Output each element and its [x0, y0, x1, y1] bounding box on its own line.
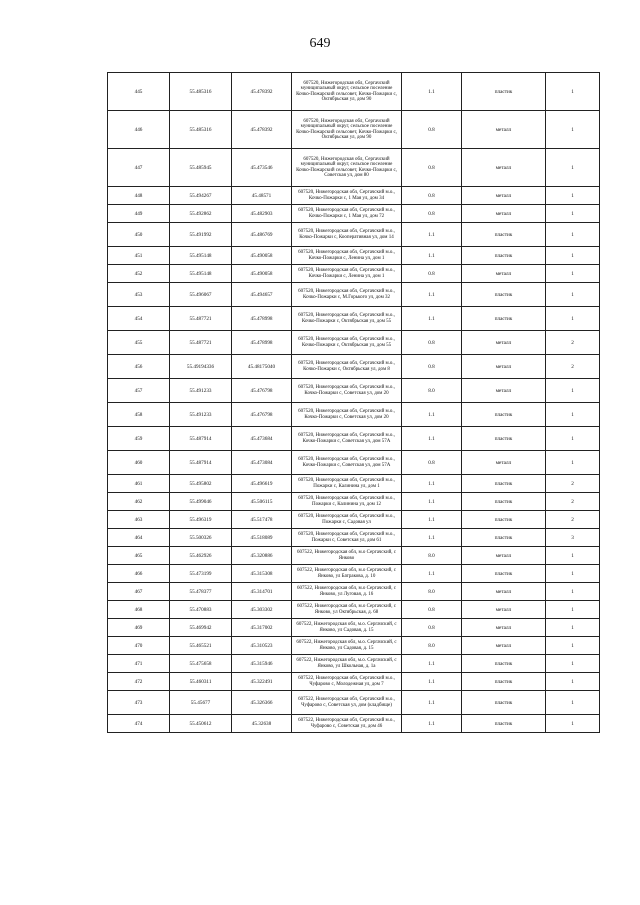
table-row	[108, 331, 600, 355]
address-cell: 607520, Нижегородская обл, Сергачский м.о., Пожарки с, Калинина ул, дом 1	[292, 475, 402, 493]
material-cell: пластик	[462, 511, 546, 529]
row-number: 449	[108, 205, 170, 223]
area-cell: 0.8	[402, 187, 462, 205]
latitude-cell: 55.485945	[170, 149, 232, 187]
table-row	[108, 619, 600, 637]
row-number: 474	[108, 715, 170, 733]
longitude-cell: 45.476798	[232, 379, 292, 403]
container-sites-table	[107, 72, 600, 733]
longitude-cell: 45.490058	[232, 247, 292, 265]
latitude-cell: 55.495148	[170, 265, 232, 283]
longitude-cell: 45.320886	[232, 547, 292, 565]
material-cell: пластик	[462, 565, 546, 583]
longitude-cell: 45.517478	[232, 511, 292, 529]
table-row	[108, 637, 600, 655]
table-row	[108, 655, 600, 673]
count-cell: 1	[546, 565, 600, 583]
material-cell: пластик	[462, 283, 546, 307]
count-cell: 1	[546, 223, 600, 247]
latitude-cell: 55.485316	[170, 111, 232, 149]
page-number: 649	[309, 36, 331, 51]
table-row	[108, 307, 600, 331]
count-cell: 1	[546, 187, 600, 205]
material-cell: металл	[462, 355, 546, 379]
latitude-cell: 55.475658	[170, 655, 232, 673]
material-cell: металл	[462, 619, 546, 637]
material-cell: металл	[462, 265, 546, 283]
row-number: 466	[108, 565, 170, 583]
longitude-cell: 45.473684	[232, 427, 292, 451]
table-row	[108, 355, 600, 379]
table-row	[108, 565, 600, 583]
row-number: 446	[108, 111, 170, 149]
table-row	[108, 111, 600, 149]
table-row	[108, 583, 600, 601]
longitude-cell: 45.473084	[232, 451, 292, 475]
address-cell: 607520, Нижегородская обл, Сергачский м.о., Кочко-Пожарки с, Октябрьская ул, дом 55	[292, 307, 402, 331]
longitude-cell: 45.518089	[232, 529, 292, 547]
area-cell: 8.0	[402, 637, 462, 655]
row-number: 464	[108, 529, 170, 547]
longitude-cell: 45.314701	[232, 583, 292, 601]
area-cell: 0.8	[402, 331, 462, 355]
latitude-cell: 55.491992	[170, 223, 232, 247]
count-cell: 1	[546, 619, 600, 637]
address-cell: 607520, Нижегородская обл, Сергачский м.о., Кочко-Пожарки с, Советская ул, дом 57А	[292, 451, 402, 475]
row-number: 445	[108, 73, 170, 111]
table-row	[108, 511, 600, 529]
area-cell: 0.8	[402, 149, 462, 187]
longitude-cell: 45.48571	[232, 187, 292, 205]
latitude-cell: 55.499046	[170, 493, 232, 511]
table-row	[108, 379, 600, 403]
address-cell: 607520, Нижегородская обл, Сергачский м.о., Кочко-Пожарки с, Октябрьская ул, дом 55	[292, 331, 402, 355]
material-cell: пластик	[462, 673, 546, 691]
row-number: 448	[108, 187, 170, 205]
count-cell: 1	[546, 265, 600, 283]
count-cell: 1	[546, 637, 600, 655]
longitude-cell: 45.303302	[232, 601, 292, 619]
area-cell: 1.1	[402, 493, 462, 511]
longitude-cell: 45.478392	[232, 73, 292, 111]
row-number: 460	[108, 451, 170, 475]
latitude-cell: 55.496319	[170, 511, 232, 529]
table-row	[108, 283, 600, 307]
longitude-cell: 45.315946	[232, 655, 292, 673]
latitude-cell: 55.491233	[170, 379, 232, 403]
count-cell: 1	[546, 205, 600, 223]
area-cell: 1.1	[402, 283, 462, 307]
longitude-cell: 45.478998	[232, 331, 292, 355]
material-cell: пластик	[462, 475, 546, 493]
row-number: 469	[108, 619, 170, 637]
count-cell: 2	[546, 493, 600, 511]
address-cell: 607522, Нижегородская обл, Сергачский м.о., Чуфарово с, Советская ул, дом (кладбище)	[292, 691, 402, 715]
longitude-cell: 45.506115	[232, 493, 292, 511]
count-cell: 2	[546, 475, 600, 493]
latitude-cell: 55.495802	[170, 475, 232, 493]
latitude-cell: 55.492862	[170, 205, 232, 223]
material-cell: пластик	[462, 73, 546, 111]
longitude-cell: 45.32638	[232, 715, 292, 733]
area-cell: 1.1	[402, 223, 462, 247]
longitude-cell: 45.494657	[232, 283, 292, 307]
latitude-cell: 55.473199	[170, 565, 232, 583]
area-cell: 8.0	[402, 547, 462, 565]
latitude-cell: 55.495148	[170, 247, 232, 265]
count-cell: 1	[546, 715, 600, 733]
address-cell: 607522, Нижегородская обл, Сергачский м.о., Чуфарово с, Молодежная ул, дом 7	[292, 673, 402, 691]
count-cell: 1	[546, 451, 600, 475]
material-cell: металл	[462, 583, 546, 601]
count-cell: 1	[546, 601, 600, 619]
latitude-cell: 55.478377	[170, 583, 232, 601]
row-number: 450	[108, 223, 170, 247]
material-cell: металл	[462, 451, 546, 475]
address-cell: 607520, Нижегородская обл, Сергачский м.о., Кочко-Пожарки с, Ленина ул, дом 1	[292, 247, 402, 265]
address-cell: 607520, Нижегородская обл, Сергачский м.о., Пожарки с, Советская ул, дом 61	[292, 529, 402, 547]
area-cell: 0.8	[402, 265, 462, 283]
table-row	[108, 205, 600, 223]
table-row	[108, 691, 600, 715]
table-row	[108, 427, 600, 451]
table-row	[108, 529, 600, 547]
material-cell: металл	[462, 379, 546, 403]
longitude-cell: 45.326366	[232, 691, 292, 715]
table-row	[108, 451, 600, 475]
address-cell: 607520, Нижегородская обл, Сергачский м.о., Пожарки с, Калинина ул, дом 12	[292, 493, 402, 511]
latitude-cell: 55.462926	[170, 547, 232, 565]
table-row	[108, 73, 600, 111]
count-cell: 1	[546, 283, 600, 307]
latitude-cell: 55.491233	[170, 403, 232, 427]
count-cell: 1	[546, 403, 600, 427]
latitude-cell: 55.45677	[170, 691, 232, 715]
address-cell: 607522, Нижегородская обл, м.о Сергачский, с Янково, ул Луговая, д. 16	[292, 583, 402, 601]
count-cell: 1	[546, 547, 600, 565]
area-cell: 1.1	[402, 565, 462, 583]
material-cell: пластик	[462, 655, 546, 673]
longitude-cell: 45.48175040	[232, 355, 292, 379]
table-row	[108, 247, 600, 265]
address-cell: 607520, Нижегородская обл, Сергачский м.о., Кочко-Пожарки с, Советская ул, дом 20	[292, 403, 402, 427]
area-cell: 1.1	[402, 73, 462, 111]
count-cell: 1	[546, 427, 600, 451]
count-cell: 1	[546, 379, 600, 403]
longitude-cell: 45.322491	[232, 673, 292, 691]
material-cell: пластик	[462, 307, 546, 331]
row-number: 459	[108, 427, 170, 451]
row-number: 453	[108, 283, 170, 307]
area-cell: 0.8	[402, 451, 462, 475]
longitude-cell: 45.490058	[232, 265, 292, 283]
table-row	[108, 223, 600, 247]
table-row	[108, 265, 600, 283]
table-row	[108, 673, 600, 691]
row-number: 461	[108, 475, 170, 493]
area-cell: 1.1	[402, 247, 462, 265]
table-row	[108, 475, 600, 493]
material-cell: металл	[462, 547, 546, 565]
row-number: 456	[108, 355, 170, 379]
longitude-cell: 45.315308	[232, 565, 292, 583]
table-row	[108, 403, 600, 427]
address-cell: 607522, Нижегородская обл, м.о. Сергачский, с Янково, ул Школьная, д. 1а	[292, 655, 402, 673]
address-cell: 607522, Нижегородская обл, м.о Сергачский, с Янково, ул Батракова, д. 10	[292, 565, 402, 583]
longitude-cell: 45.476798	[232, 403, 292, 427]
row-number: 447	[108, 149, 170, 187]
count-cell: 1	[546, 111, 600, 149]
count-cell: 2	[546, 511, 600, 529]
latitude-cell: 55.494267	[170, 187, 232, 205]
table-row	[108, 601, 600, 619]
row-number: 458	[108, 403, 170, 427]
count-cell: 1	[546, 307, 600, 331]
address-cell: 607522, Нижегородская обл, м.о Сергачский, с Янково, ул Октябрьская, д. 68	[292, 601, 402, 619]
area-cell: 0.8	[402, 601, 462, 619]
table-row	[108, 149, 600, 187]
address-cell: 607520, Нижегородская обл, Сергачский м.о., Кочко-Пожарки с, 1 Мая ул, дом 72	[292, 205, 402, 223]
material-cell: пластик	[462, 715, 546, 733]
longitude-cell: 45.478998	[232, 307, 292, 331]
area-cell: 8.0	[402, 583, 462, 601]
address-cell: 607520, Нижегородская обл, Сергачский м.о., Кочко-Пожарки с, 1 Мая ул, дом 34	[292, 187, 402, 205]
latitude-cell: 55.487914	[170, 451, 232, 475]
address-cell: 607522, Нижегородская обл, Сергачский м.о., Чуфарово с, Советская ул, дом 46	[292, 715, 402, 733]
count-cell: 1	[546, 691, 600, 715]
address-cell: 607520, Нижегородская обл, Сергачский м.о., Пожарки с, Садовая ул	[292, 511, 402, 529]
row-number: 470	[108, 637, 170, 655]
longitude-cell: 45.317002	[232, 619, 292, 637]
row-number: 465	[108, 547, 170, 565]
area-cell: 1.1	[402, 655, 462, 673]
material-cell: металл	[462, 111, 546, 149]
address-cell: 607522, Нижегородская обл, м.о. Сергачский, с Янково, ул Садовая, д. 15	[292, 619, 402, 637]
row-number: 452	[108, 265, 170, 283]
area-cell: 0.8	[402, 111, 462, 149]
area-cell: 1.1	[402, 691, 462, 715]
material-cell: металл	[462, 187, 546, 205]
count-cell: 1	[546, 583, 600, 601]
count-cell: 1	[546, 247, 600, 265]
address-cell: 607522, Нижегородская обл, м.о. Сергачский, с Янково, ул Садовая, д. 15	[292, 637, 402, 655]
row-number: 455	[108, 331, 170, 355]
latitude-cell: 55.49194336	[170, 355, 232, 379]
material-cell: пластик	[462, 403, 546, 427]
latitude-cell: 55.450612	[170, 715, 232, 733]
area-cell: 0.8	[402, 205, 462, 223]
count-cell: 1	[546, 73, 600, 111]
material-cell: металл	[462, 149, 546, 187]
latitude-cell: 55.470883	[170, 601, 232, 619]
material-cell: пластик	[462, 223, 546, 247]
area-cell: 1.1	[402, 307, 462, 331]
area-cell: 0.8	[402, 619, 462, 637]
area-cell: 1.1	[402, 427, 462, 451]
material-cell: пластик	[462, 247, 546, 265]
latitude-cell: 55.487914	[170, 427, 232, 451]
area-cell: 1.1	[402, 673, 462, 691]
longitude-cell: 45.496619	[232, 475, 292, 493]
address-cell: 607520, Нижегородская обл, Сергачский м.о., Кочко-Пожарки с, Советская ул, дом 57А	[292, 427, 402, 451]
count-cell: 2	[546, 331, 600, 355]
area-cell: 1.1	[402, 403, 462, 427]
material-cell: пластик	[462, 529, 546, 547]
address-cell: 607520, Нижегородская обл, Сергачский м.о., Кочко-Пожарки с, М.Горького ул, дом 32	[292, 283, 402, 307]
latitude-cell: 55.460311	[170, 673, 232, 691]
row-number: 468	[108, 601, 170, 619]
row-number: 467	[108, 583, 170, 601]
longitude-cell: 45.473546	[232, 149, 292, 187]
material-cell: пластик	[462, 427, 546, 451]
area-cell: 8.0	[402, 379, 462, 403]
address-cell: 607520, Нижегородская обл, Сергачский муниципальный округ, сельское поселение Кочко-Пожарский сельсовет, Кочко-Пожарки с, Советская ул, дом 80	[292, 149, 402, 187]
row-number: 472	[108, 673, 170, 691]
count-cell: 2	[546, 355, 600, 379]
row-number: 454	[108, 307, 170, 331]
count-cell: 3	[546, 529, 600, 547]
table-row	[108, 715, 600, 733]
address-cell: 607520, Нижегородская обл, Сергачский м.о., Кочко-Пожарки с, Октябрьская ул, дом 8	[292, 355, 402, 379]
material-cell: металл	[462, 331, 546, 355]
latitude-cell: 55.465521	[170, 637, 232, 655]
material-cell: пластик	[462, 691, 546, 715]
address-cell: 607520, Нижегородская обл, Сергачский м.о., Кочко-Пожарки с, Кооперативная ул, дом 14	[292, 223, 402, 247]
address-cell: 607520, Нижегородская обл, Сергачский м.о., Кочко-Пожарки с, Советская ул, дом 20	[292, 379, 402, 403]
address-cell: 607520, Нижегородская обл, Сергачский муниципальный округ, сельское поселение Кочко-Пожарский сельсовет, Кочко-Пожарки с, Октябрьская ул, дом 90	[292, 73, 402, 111]
table-row	[108, 493, 600, 511]
row-number: 451	[108, 247, 170, 265]
table-row	[108, 547, 600, 565]
count-cell: 1	[546, 673, 600, 691]
area-cell: 1.1	[402, 715, 462, 733]
area-cell: 0.8	[402, 355, 462, 379]
area-cell: 1.1	[402, 511, 462, 529]
longitude-cell: 45.478392	[232, 111, 292, 149]
count-cell: 1	[546, 149, 600, 187]
latitude-cell: 55.487721	[170, 307, 232, 331]
count-cell: 1	[546, 655, 600, 673]
area-cell: 1.1	[402, 475, 462, 493]
area-cell: 1.1	[402, 529, 462, 547]
row-number: 462	[108, 493, 170, 511]
longitude-cell: 45.486769	[232, 223, 292, 247]
row-number: 473	[108, 691, 170, 715]
latitude-cell: 55.496067	[170, 283, 232, 307]
longitude-cell: 45.482903	[232, 205, 292, 223]
material-cell: металл	[462, 601, 546, 619]
row-number: 471	[108, 655, 170, 673]
table-row	[108, 187, 600, 205]
latitude-cell: 55.485316	[170, 73, 232, 111]
address-cell: 607522, Нижегородская обл, м.о Сергачский, с Янково	[292, 547, 402, 565]
latitude-cell: 55.469942	[170, 619, 232, 637]
material-cell: пластик	[462, 493, 546, 511]
latitude-cell: 55.487721	[170, 331, 232, 355]
table-body	[108, 73, 600, 733]
latitude-cell: 55.500326	[170, 529, 232, 547]
row-number: 463	[108, 511, 170, 529]
material-cell: металл	[462, 205, 546, 223]
address-cell: 607520, Нижегородская обл, Сергачский муниципальный округ, сельское поселение Кочко-Пожарский сельсовет, Кочко-Пожарки с, Октябрьская ул, дом 90	[292, 111, 402, 149]
row-number: 457	[108, 379, 170, 403]
address-cell: 607520, Нижегородская обл, Сергачский м.о., Кочко-Пожарки с, Ленина ул, дом 1	[292, 265, 402, 283]
longitude-cell: 45.310523	[232, 637, 292, 655]
material-cell: металл	[462, 637, 546, 655]
